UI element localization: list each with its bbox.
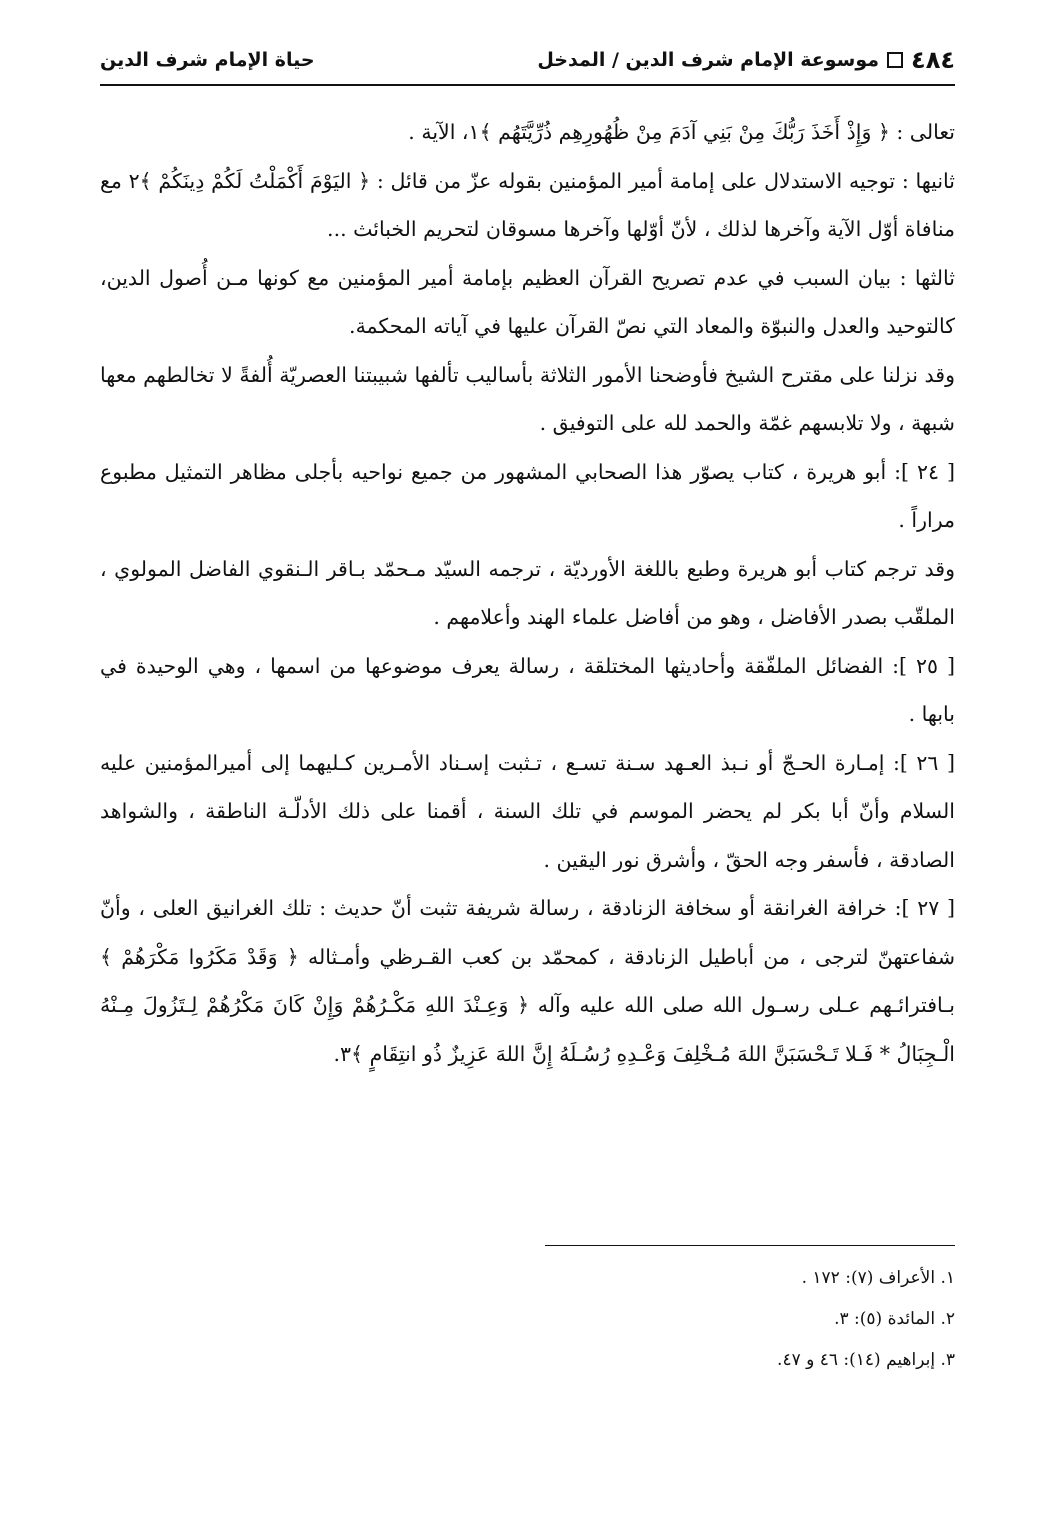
- paragraph-6: وقد ترجم كتاب أبو هريرة وطبع باللغة الأورديّة ، ترجمه السيّد مـحمّد بـاقر الـنقوي الفاضل المولوي ، الملقّب بصدر الأفاضل ، وهو من أفاضل علماء الهند وأعلامهم .: [100, 556, 955, 629]
- paragraph-2: ثانيها : توجيه الاستدلال على إمامة أمير المؤمنين بقوله عزّ من قائل : ﴿ اليَوْمَ أَكْمَلْتُ لَكُمْ دِينَكُمْ ﴾٢ مع منافاة أوّل الآية وآخرها لذلك ، لأنّ أوّلها وآخرها مسوقان لتحريم الخبائث ...: [100, 168, 955, 241]
- header-book-info: [537, 46, 955, 74]
- paragraph-8: [ ٢٦ ]: إمـارة الحـجّ أو نـبذ العـهد سـنة تسـع ، تـثبت إسـناد الأمـرين كـليهما إلى أميرالمؤمنين عليه السلام وأنّ أبا بكر لم يحضر الموسم في تلك السنة ، أقمنا على ذلك الأدلّـة الناطقة ، والشواهد الصادقة ، فأسفر وجه الحقّ ، وأشرق نور اليقين .: [100, 750, 955, 872]
- book-title: موسوعة الإمام شرف الدين / المدخل: [537, 49, 880, 71]
- running-header: [100, 40, 955, 80]
- footnote-2: ٢. المائدة (٥): ٣.: [834, 1309, 955, 1329]
- page-number: ٤٨٤: [911, 46, 955, 74]
- footnote-1: ١. الأعراف (٧): ١٧٢ .: [801, 1268, 955, 1288]
- paragraph-3: ثالثها : بيان السبب في عدم تصريح القرآن العظيم بإمامة أمير المؤمنين مع كونها مـن أُصول الدين، كالتوحيد والعدل والنبوّة والمعاد التي نصّ القرآن عليها في آياته المحكمة.: [100, 265, 955, 338]
- paragraph-9: [ ٢٧ ]: خرافة الغرانقة أو سخافة الزنادقة ، رسالة شريفة تثبت أنّ حديث : تلك الغرانيق العلى ، وأنّ شفاعتهنّ لترجى ، من أباطيل الزنادقة ، كمحمّد بن كعب القـرظي وأمـثاله ﴿ وَقَدْ مَكَرُوا مَكْرَهُمْ ﴾ بـافترائـهم عـلى رسـول الله صلى الله عليه وآله ﴿ وَعِـنْدَ اللهِ مَكْـرُهُمْ وَإِنْ كَانَ مَكْرُهُمْ لِـتَزُولَ مِـنْهُ الْـجِبَالُ * فَـلا تَـحْسَبَنَّ اللهَ مُـخْلِفَ وَعْـدِهِ رُسُـلَهُ إِنَّ اللهَ عَزِيزٌ ذُو انتِقَامٍ ﴾٣.: [100, 896, 956, 1066]
- paragraph-4: وقد نزلنا على مقترح الشيخ فأوضحنا الأمور الثلاثة بأساليب تألفها شبيبتنا العصريّة أُلفةً لا تخالطهم معها شبهة ، ولا تلابسهم غمّة والحمد لله على التوفيق .: [100, 362, 955, 435]
- section-title: حياة الإمام شرف الدين: [100, 49, 315, 71]
- footnote-3: ٣. إبراهيم (١٤): ٤٦ و ٤٧.: [777, 1350, 955, 1370]
- paragraph-1: تعالى : ﴿ وَإِذْ أَخَذَ رَبُّكَ مِنْ بَنِي آدَمَ مِنْ ظُهُورِهِم ذُرِّيَّتَهُم ﴾١، الآية .: [408, 120, 955, 144]
- paragraph-5: [ ٢٤ ]: أبو هريرة ، كتاب يصوّر هذا الصحابي المشهور من جميع نواحيه بأجلى مظاهر التمثيل مطبوع مراراً .: [100, 459, 955, 532]
- header-rule: [100, 84, 955, 86]
- paragraph-7: [ ٢٥ ]: الفضائل الملفّقة وأحاديثها المختلقة ، رسالة يعرف موضوعها من اسمها ، وهي الوحيدة في بابها .: [100, 653, 956, 726]
- square-icon: [887, 52, 903, 68]
- footnotes: [100, 1258, 955, 1381]
- main-text: [100, 108, 955, 1078]
- footnote-rule: [545, 1245, 955, 1246]
